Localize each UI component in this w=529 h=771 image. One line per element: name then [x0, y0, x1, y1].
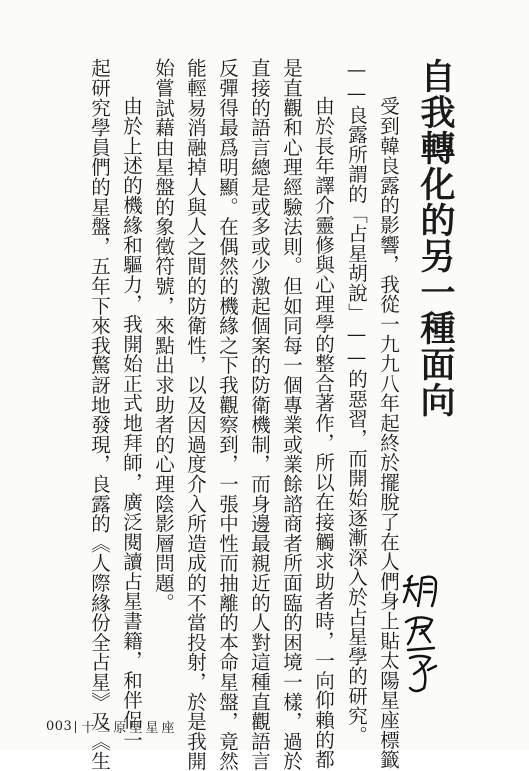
running-book-title: 十二原型星座 [81, 721, 178, 736]
text-column-5: 直接的語言總是或多或少激起個案的防衛機制，而身邊最親近的人對這種直觀語言 [248, 58, 271, 771]
text-column-2: ——良露所謂的「占星胡說」——的惡習，而開始逐漸深入於占星學的研究。 [345, 58, 368, 746]
text-column-7: 能輕易消融掉人與人之間的防衛性，以及因過度介入所造成的不當投射，於是我開 [184, 58, 207, 771]
text-column-3: 由於長年譯介靈修與心理學的整合著作，所以在接觸求助者時，一向仰賴的都 [312, 96, 335, 770]
text-column-4: 是直觀和心理經驗法則。但如同每一個專業或業餘諮商者所面臨的困境一樣，過於 [280, 58, 303, 771]
text-column-9: 由於上述的機緣和驅力，我開始正式地拜師，廣泛閱讀占星書籍，和伴侶一 [120, 96, 143, 750]
page-footer [46, 717, 177, 736]
text-column-1: 受到韓良露的影響，我從一九九八年起終於擺脫了在人們身上貼太陽星座標籤 [377, 96, 400, 770]
text-column-6: 反彈得最爲明顯。在偶然的機緣之下我觀察到，一張中性而抽離的本命星盤，竟然 [216, 58, 239, 771]
author-signature [398, 570, 442, 700]
footer-divider [75, 721, 76, 733]
text-column-8: 始嘗試藉由星盤的象徵符號，來點出求助者的心理陰影層問題。 [152, 58, 175, 613]
page-number: 003 [46, 719, 73, 734]
text-column-10: 起研究學員們的星盤，五年下來我驚訝地發現，良露的《人際緣份全占星》及《生 [88, 58, 111, 771]
chapter-title: 自我轉化的另一種面向 [415, 58, 455, 418]
